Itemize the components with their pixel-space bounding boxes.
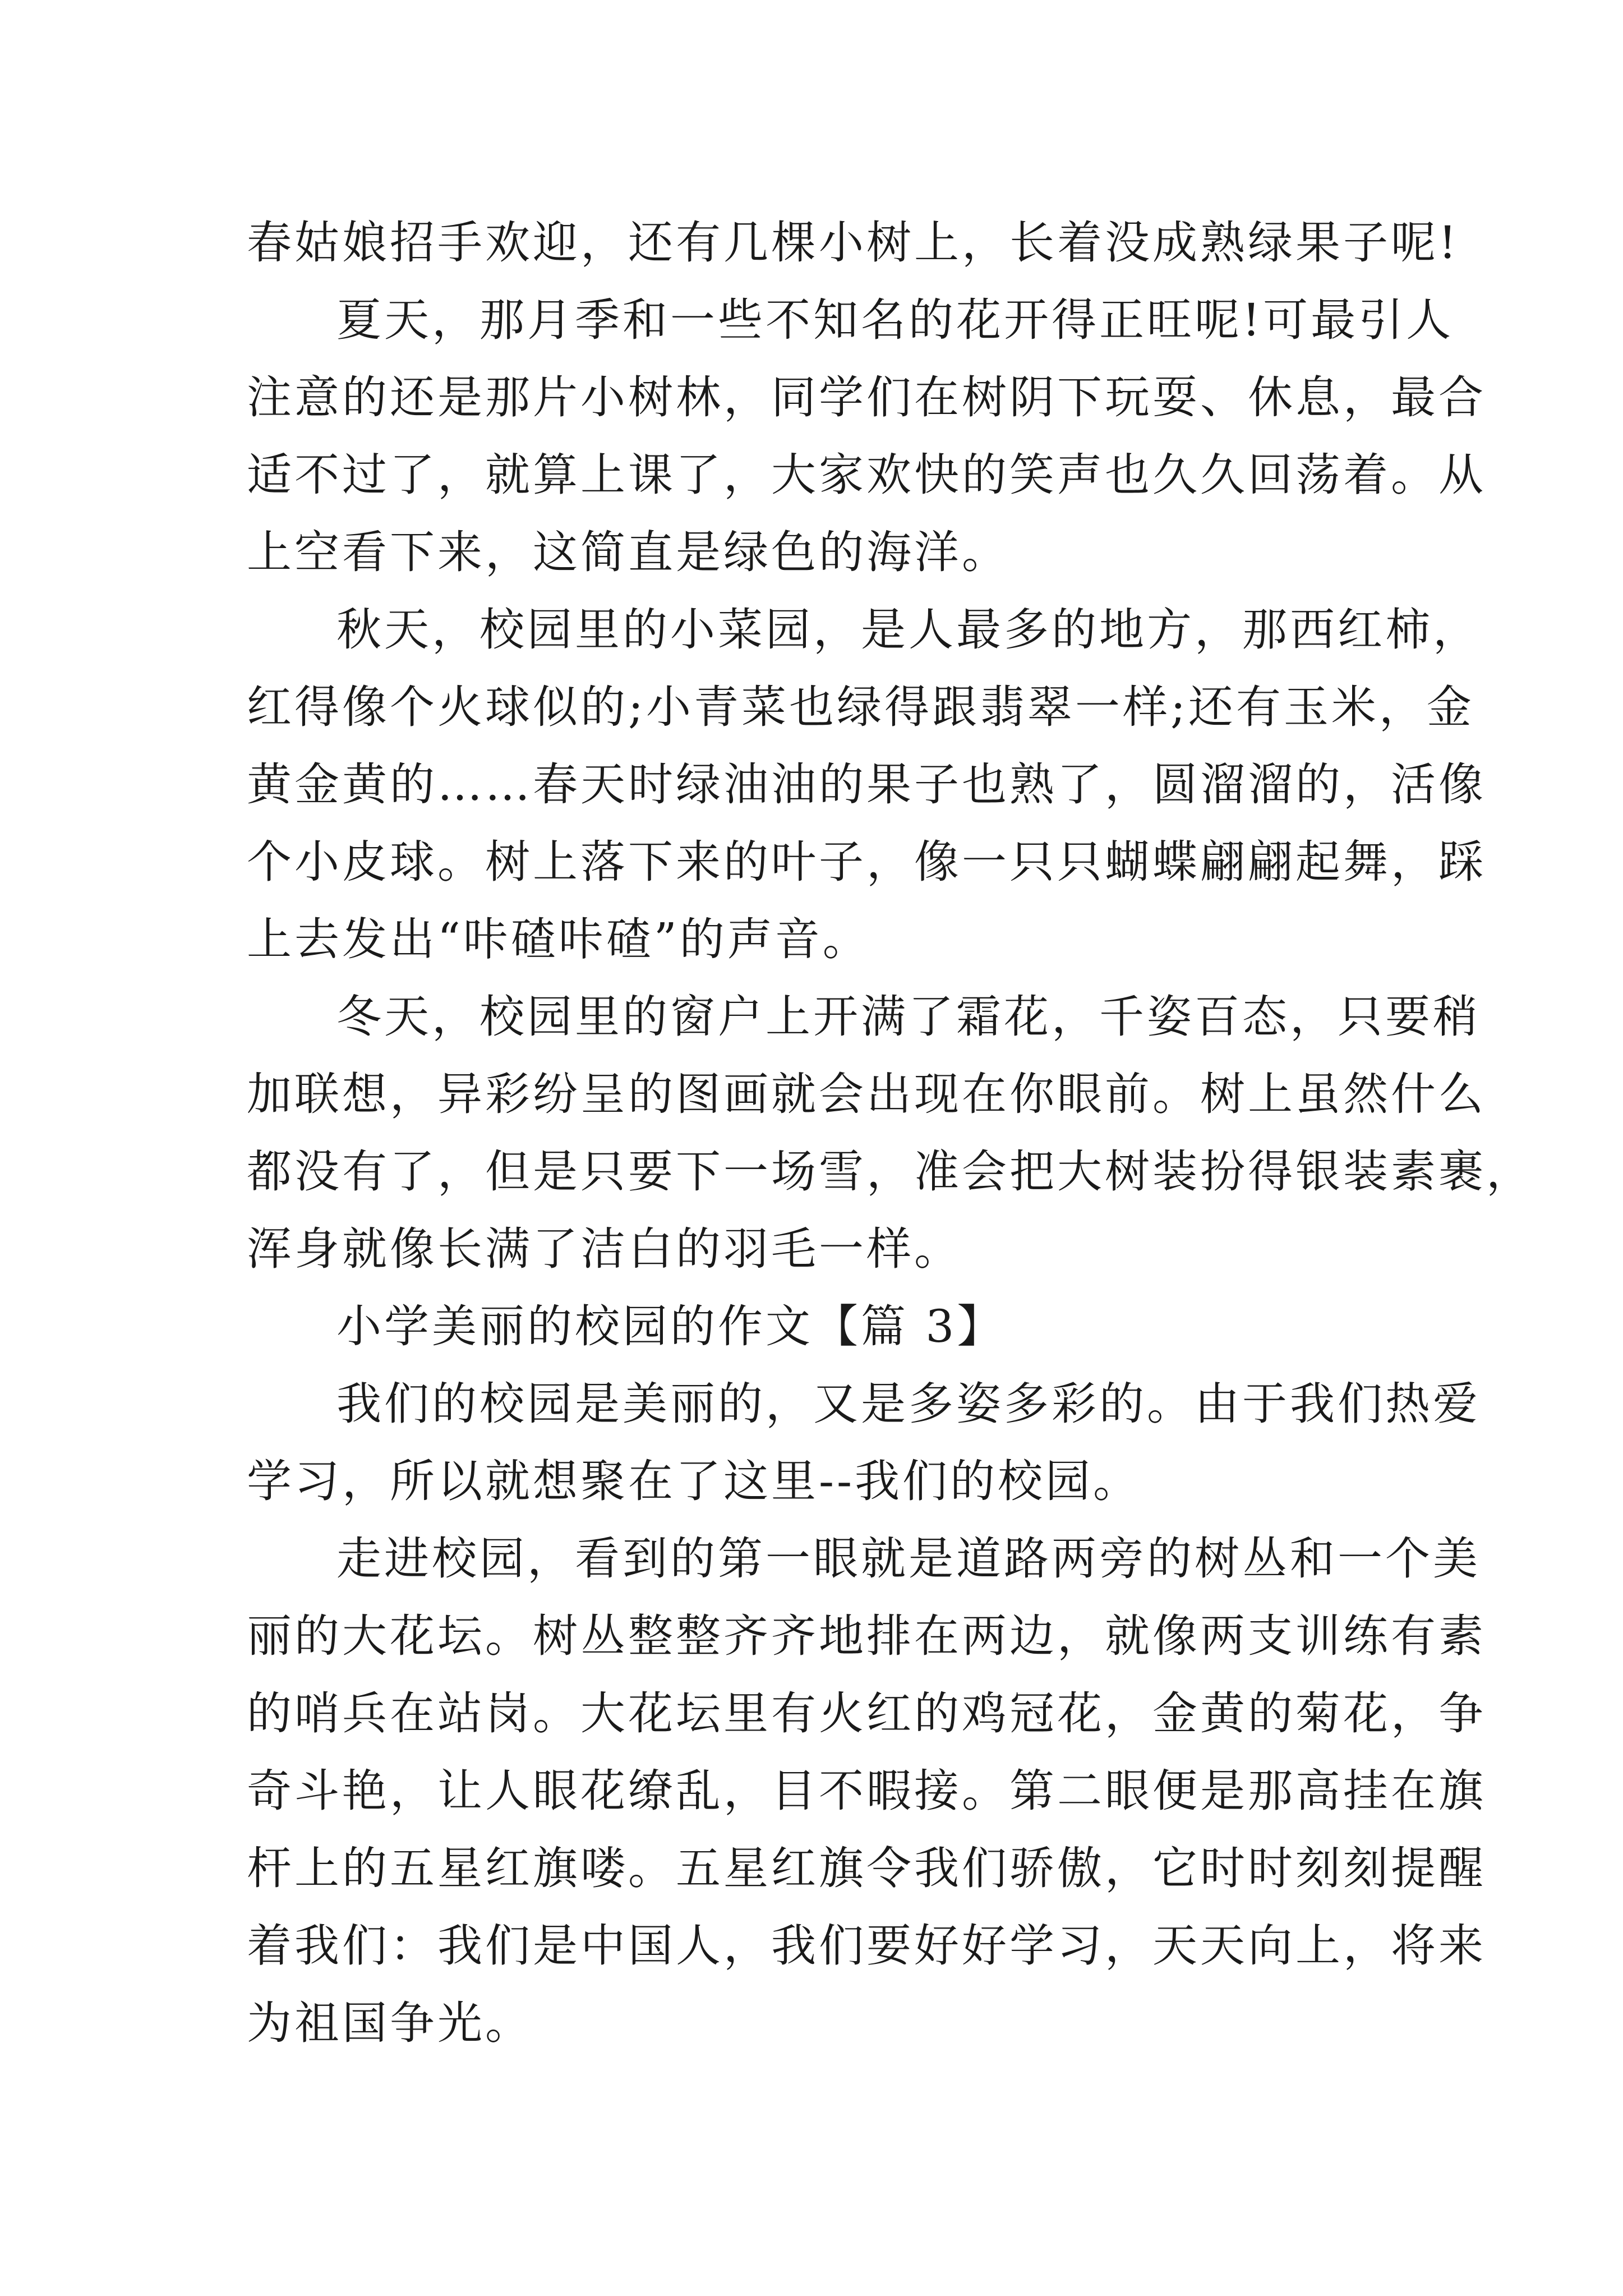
paragraph-first-line: 我们的校园是美丽的，又是多姿多彩的。由于我们热爱 (336, 1378, 1481, 1430)
text-line: 红得像个火球似的;小青菜也绿得跟翡翠一样;还有玉米，金 (247, 681, 1474, 733)
text-line: 加联想，异彩纷呈的图画就会出现在你眼前。树上虽然什么 (247, 1068, 1486, 1120)
paragraph-first-line: 冬天，校园里的窗户上开满了霜花，千姿百态，只要稍 (336, 991, 1481, 1043)
text-line: 个小皮球。树上落下来的叶子，像一只只蝴蝶翩翩起舞，踩 (247, 836, 1486, 888)
text-line: 黄金黄的……春天时绿油油的果子也熟了，圆溜溜的，活像 (247, 758, 1486, 811)
text-line: 上去发出“咔碴咔碴”的声音。 (247, 913, 870, 965)
text-line: 为祖国争光。 (247, 1997, 533, 2049)
text-line: 奇斗艳，让人眼花缭乱，目不暇接。第二眼便是那高挂在旗 (247, 1765, 1486, 1817)
paragraph-first-line: 走进校园，看到的第一眼就是道路两旁的树丛和一个美 (336, 1533, 1481, 1585)
text-line: 学习，所以就想聚在了这里--我们的校园。 (247, 1455, 1141, 1507)
text-line: 春姑娘招手欢迎，还有几棵小树上，长着没成熟绿果子呢! (247, 217, 1460, 269)
text-line: 的哨兵在站岗。大花坛里有火红的鸡冠花，金黄的菊花，争 (247, 1687, 1486, 1740)
text-line: 注意的还是那片小树林，同学们在树阴下玩耍、休息，最合 (247, 371, 1486, 424)
paragraph-first-line: 夏天，那月季和一些不知名的花开得正旺呢!可最引人 (336, 294, 1454, 346)
document-body (247, 204, 1534, 2062)
text-line: 浑身就像长满了洁白的羽毛一样。 (247, 1223, 962, 1275)
paragraph-first-line: 秋天，校园里的小菜园，是人最多的地方，那西红柿， (336, 604, 1481, 656)
text-line: 丽的大花坛。树丛整整齐齐地排在两边，就像两支训练有素 (247, 1610, 1486, 1662)
text-line: 上空看下来，这简直是绿色的海洋。 (247, 526, 1009, 578)
text-line: 着我们：我们是中国人，我们要好好学习，天天向上，将来 (247, 1920, 1486, 1972)
paragraph-first-line: 小学美丽的校园的作文【篇 3】 (336, 1300, 1005, 1352)
text-line: 都没有了，但是只要下一场雪，准会把大树装扮得银装素裹， (247, 1145, 1534, 1198)
text-line: 适不过了，就算上课了，大家欢快的笑声也久久回荡着。从 (247, 449, 1486, 501)
text-line: 杆上的五星红旗喽。五星红旗令我们骄傲，它时时刻刻提醒 (247, 1842, 1486, 1894)
